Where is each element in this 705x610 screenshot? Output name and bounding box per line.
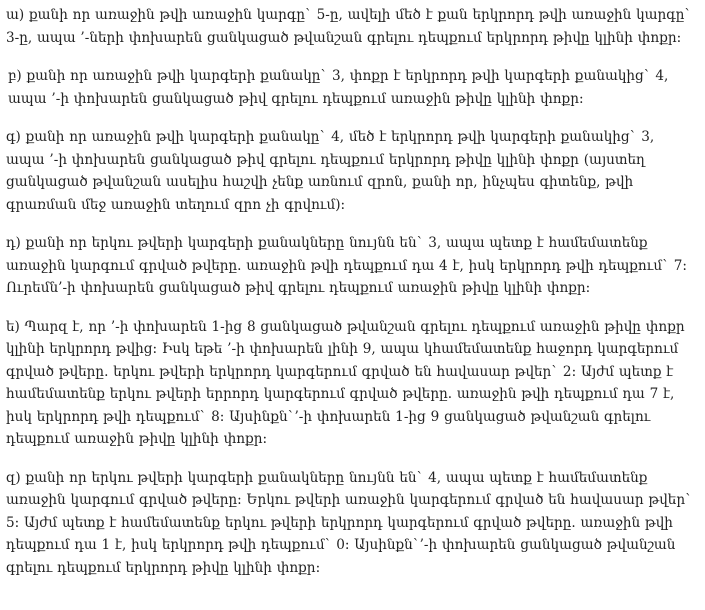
paragraph-d: դ) քանի որ երկու թվերի կարգերի քանակները նույնն են` 3, ապա պետք է համեմատենք առաջին կարգում գրված թվերը. առաջին թվի դեպքում դա 4 է, իսկ երկրորդ թվի դեպքում` 7: Ուրեմն’-ի փոխարեն ցանկացած թիվ գրելու դեպքում առաջին թիվը կլինի փոքր: (6, 235, 687, 296)
paragraph-e: ե) Պարզ է, որ ’-ի փոխարեն 1-ից 8 ցանկացած թվանշան գրելու դեպքում առաջին թիվը փոքր կլինի երկրորդ թվից: Իսկ եթե ’-ի փոխարեն լինի 9, ապա կհամեմատենք հաջորդ կարգերում գրված թվերը. երկու թվերի երկրորդ կարգերում գրված են հավասար թվեր` 2: Այժմ պետք է համեմատենք երկու թվերի երրորդ կարգերում գրված թվերը. առաջին թվի դեպքում դա 7 է, իսկ երկրորդ թվի դեպքում` 8: Այսինքն`’-ի փոխարեն 1-ից 9 ցանկացած թվանշան գրելու դեպքում առաջին թիվը կլինի փոքր: (6, 318, 685, 447)
paragraph-g: գ) քանի որ առաջին թվի կարգերի քանակը` 4, մեծ է երկրորդ թվի կարգերի քանակից` 3, ապա ’-ի փոխարեն ցանկացած թիվ գրելու դեպքում երկրորդ թիվը կլինի փոքր (այստեղ ցանկացած թվանշան ասելիս հաշվի չենք առնում զրոն, քանի որ, ինչպես գիտենք, թվի գրառման մեջ առաջին տեղում զրո չի գրվում): (6, 129, 655, 213)
paragraph-z: զ) քանի որ երկու թվերի կարգերի քանակները նույնն են` 4, ապա պետք է համեմատենք առաջին կարգում գրված թվերը: Երկու թվերի առաջին կարգերում գրված են հավասար թվեր` 5: Այժմ պետք է համեմատենք երկու թվերի երկրորդ կարգերում գրված թվերը. առաջին թվի դեպքում դա 1 է, իսկ երկրորդ թվի դեպքում` 0: Այսինքն`’-ի փոխարեն ցանկացած թվանշան գրելու դեպքում երկրորդ թիվը կլինի փոքր: (6, 469, 692, 576)
paragraph-a: ա) քանի որ առաջին թվի առաջին կարգը` 5-ը, ավելի մեծ է քան երկրորդ թվի առաջին կարգը` 3-ը, ապա ’-ների փոխարեն ցանկացած թվանշան գրելու դեպքում երկրորդ թիվը կլինի փոքր: (6, 7, 692, 46)
paragraph-b: բ) քանի որ առաջին թվի կարգերի քանակը` 3, փոքր է երկրորդ թվի կարգերի քանակից` 4, ապա ’-ի փոխարեն ցանկացած թիվ գրելու դեպքում առաջին թիվը կլինի փոքր: (8, 68, 669, 107)
